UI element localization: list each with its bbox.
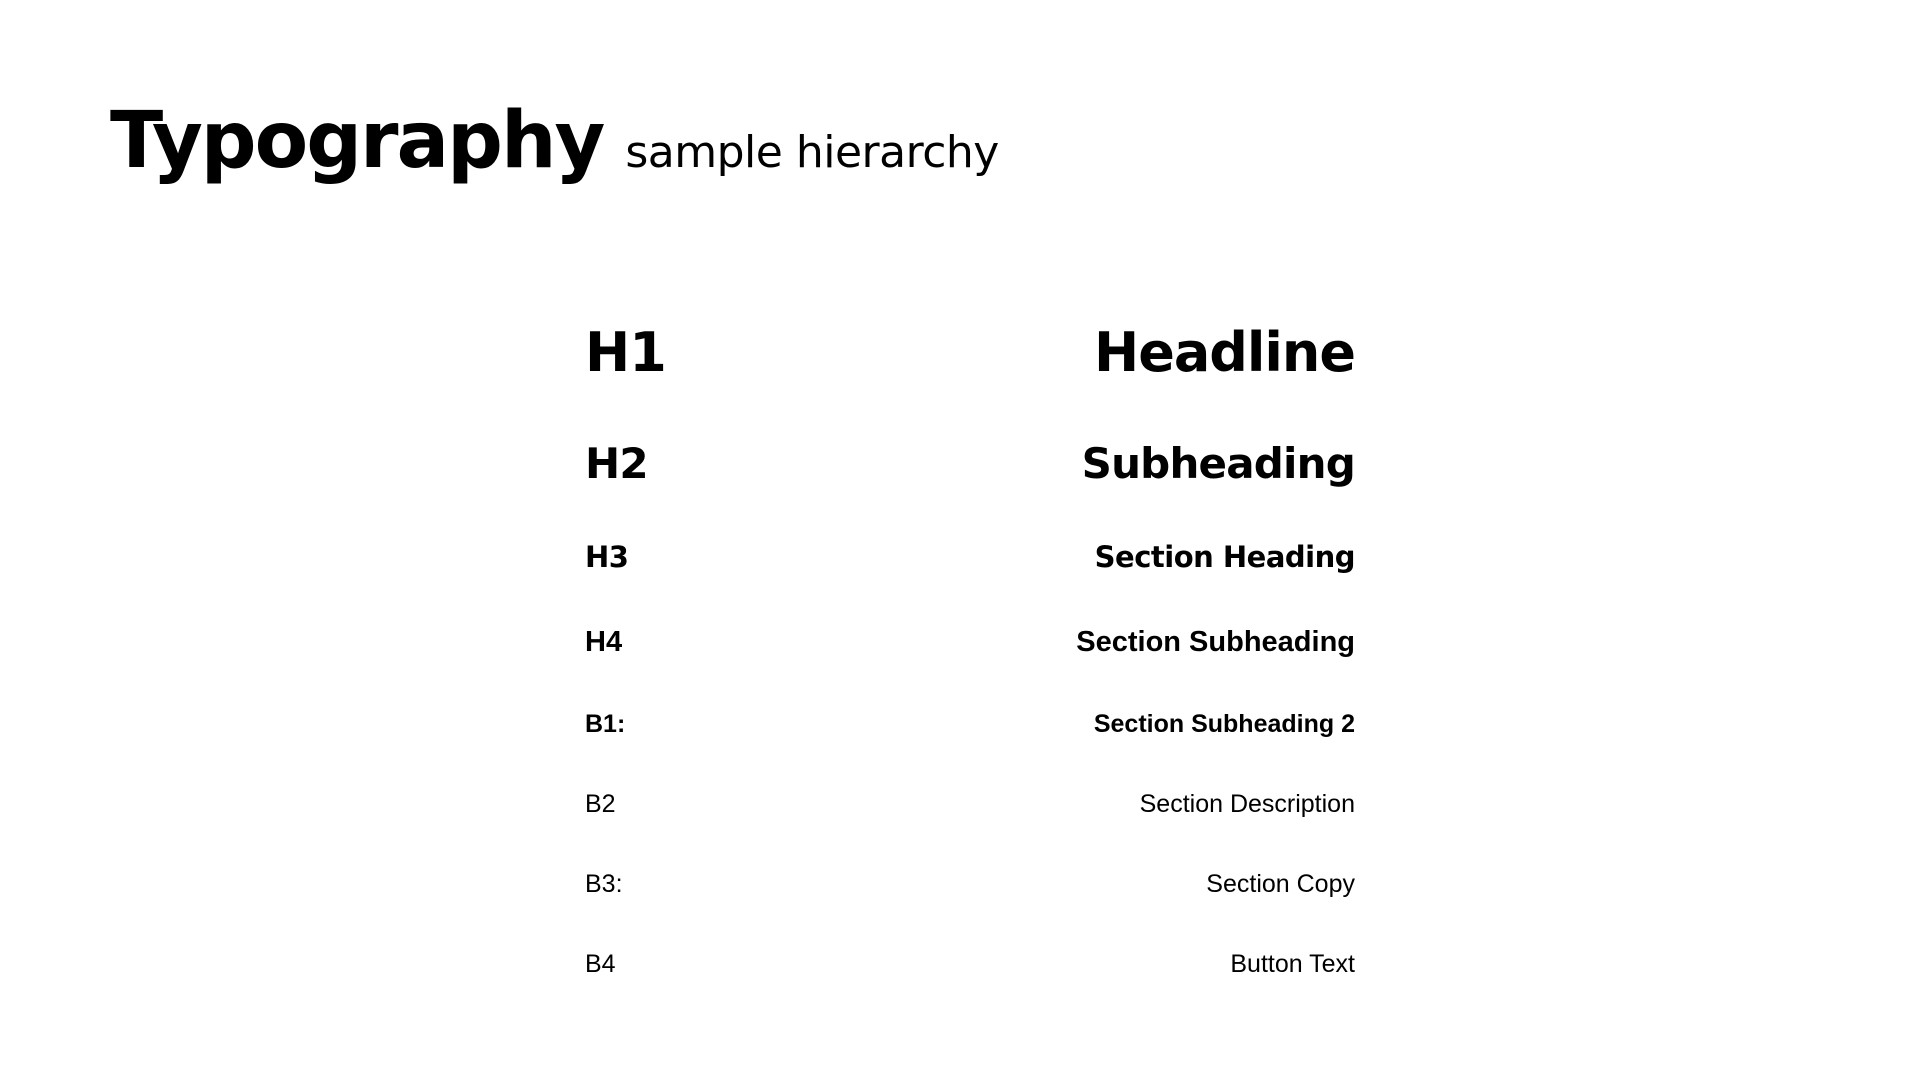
type-row-h2 [585, 439, 1355, 488]
type-sample: Headline [1094, 321, 1355, 384]
type-row-b3 [585, 872, 1355, 897]
type-sample: Section Subheading 2 [1093, 710, 1355, 738]
type-sample: Subheading [1081, 439, 1355, 488]
type-code: H3 [585, 540, 629, 574]
page-title: Typography [110, 96, 604, 186]
type-code: H4 [585, 626, 623, 658]
type-code: B4 [585, 950, 616, 978]
type-row-h1 [585, 321, 1355, 384]
type-row-b2 [585, 792, 1355, 817]
type-sample: Section Subheading [1076, 626, 1355, 658]
page-header [110, 96, 999, 186]
type-sample: Button Text [1230, 950, 1355, 978]
type-code: H2 [585, 439, 648, 488]
page-subtitle: sample hierarchy [625, 127, 999, 178]
type-code: H1 [585, 321, 666, 384]
type-sample: Section Copy [1206, 870, 1355, 898]
type-row-b1 [585, 712, 1355, 737]
type-sample: Section Heading [1094, 540, 1355, 574]
type-code: B2 [585, 790, 616, 818]
type-code: B1: [585, 710, 626, 738]
type-row-h4 [585, 628, 1355, 657]
type-code: B3: [585, 870, 623, 898]
type-row-b4 [585, 952, 1355, 977]
type-row-h3 [585, 540, 1355, 574]
type-sample: Section Description [1139, 790, 1355, 818]
